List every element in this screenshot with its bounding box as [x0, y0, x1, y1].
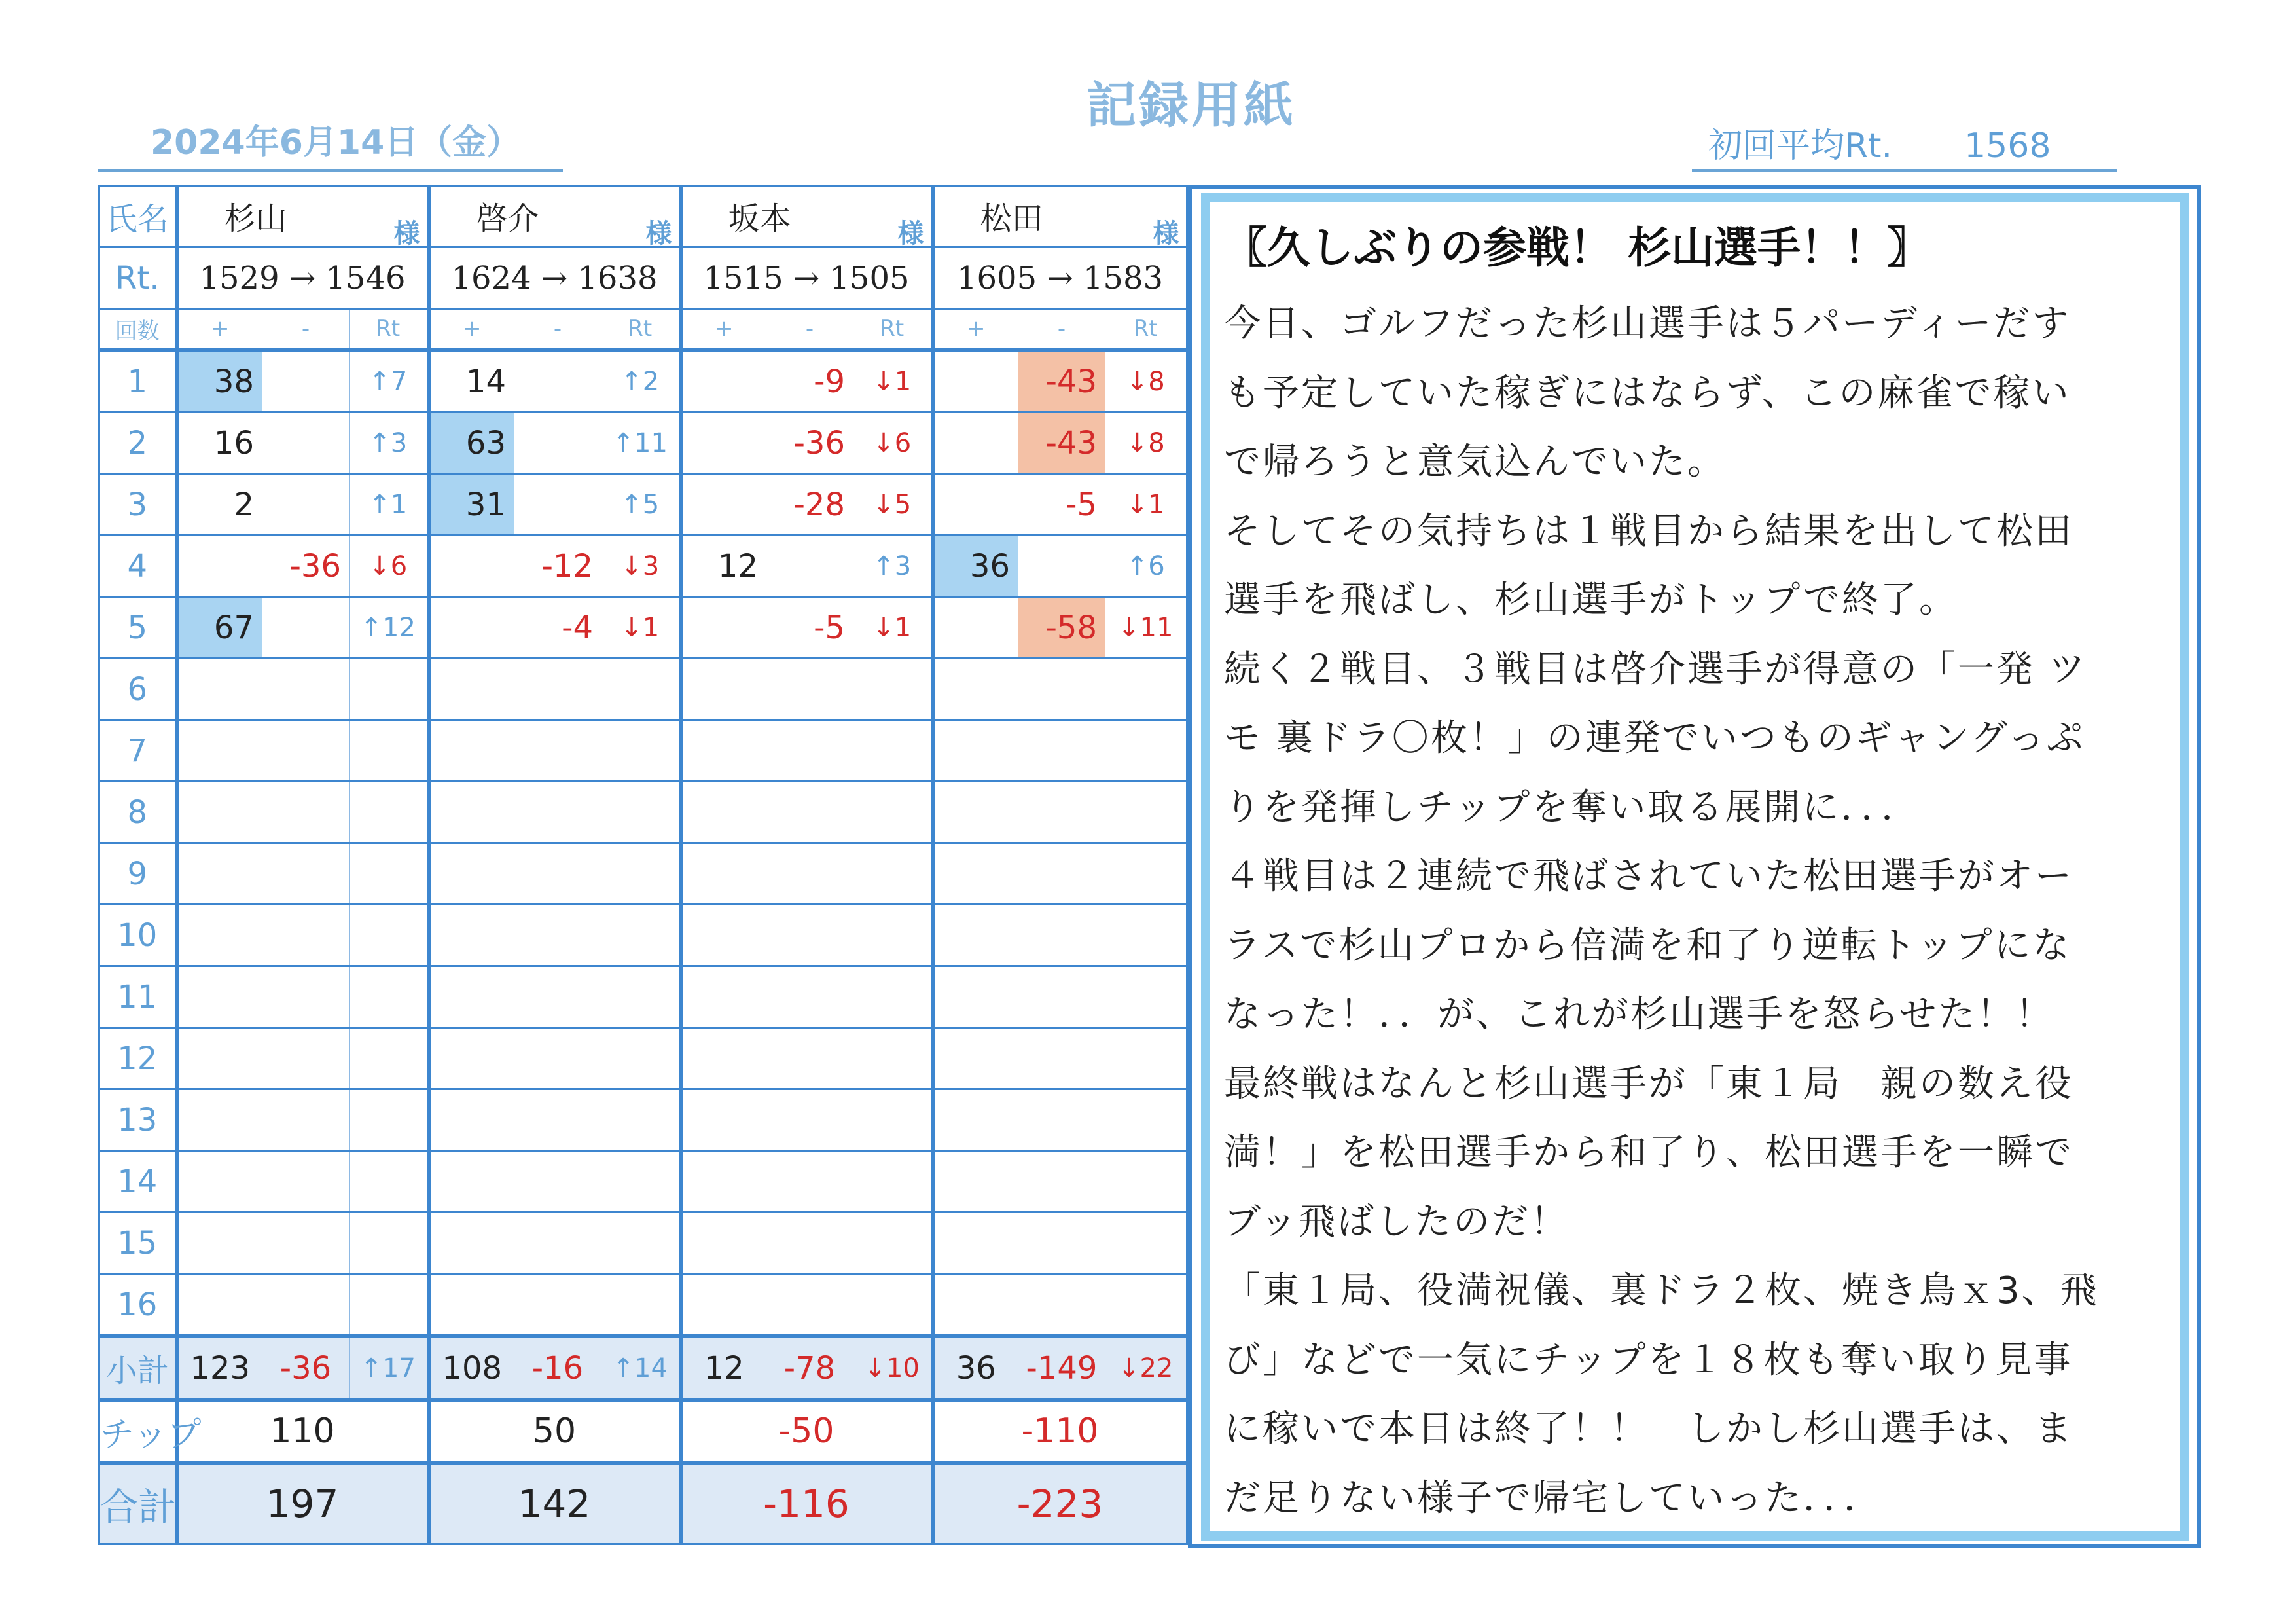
score-minus — [262, 1028, 350, 1089]
rating-change: ↑6 — [1105, 536, 1188, 597]
rating-change — [853, 843, 933, 905]
rating-change — [1105, 1089, 1188, 1151]
score-plus — [681, 966, 766, 1028]
subtotal-rating: ↓10 — [853, 1336, 933, 1400]
rating-change — [853, 966, 933, 1028]
honorific: 様 — [393, 219, 420, 249]
label-subtotal: 小計 — [99, 1336, 177, 1400]
story-line: に稼いで本日は終了！！ しかし杉山選手は、ま — [1224, 1408, 2073, 1450]
score-plus — [177, 905, 262, 966]
score-table — [98, 185, 1190, 1545]
score-plus — [681, 1213, 766, 1274]
story-line: モ 裏ドラ〇枚！」の連発でいつものギャングっぷ — [1224, 717, 2085, 759]
score-plus — [429, 843, 514, 905]
score-minus — [1018, 966, 1105, 1028]
score-minus — [766, 782, 853, 843]
page-title: 記録用紙 — [1086, 76, 1296, 134]
subtotal-minus: -149 — [1018, 1336, 1105, 1400]
rating-change — [601, 782, 681, 843]
rating-change — [601, 1089, 681, 1151]
rating-change — [601, 1274, 681, 1337]
round-number: 10 — [99, 905, 177, 966]
rating-change — [853, 1089, 933, 1151]
rating-change — [601, 720, 681, 782]
score-minus — [514, 1028, 601, 1089]
rating-change: ↑7 — [350, 350, 429, 412]
average-rating-label: 初回平均Rt. — [1708, 126, 1893, 166]
rating-change: ↑3 — [350, 412, 429, 474]
score-plus — [681, 720, 766, 782]
rating-change: ↓11 — [1105, 597, 1188, 659]
rating-change — [350, 1151, 429, 1213]
average-rating-value: 1568 — [1964, 126, 2051, 166]
rating-change: ↓1 — [1105, 474, 1188, 536]
story-line: 続く２戦目、３戦目は啓介選手が得意の「一発 ツ — [1224, 647, 2087, 691]
score-plus — [933, 1213, 1018, 1274]
round-number: 2 — [99, 412, 177, 474]
rating-change — [853, 905, 933, 966]
score-plus — [681, 1151, 766, 1213]
story-line: りを発揮しチップを奪い取る展開に．．． — [1224, 786, 1920, 829]
rating-change — [1105, 782, 1188, 843]
label-total: 合計 — [99, 1463, 177, 1544]
rating-change: ↓3 — [601, 536, 681, 597]
story-headline: 〖久しぶりの参戦！ 杉山選手！！〗 — [1224, 223, 1930, 273]
score-plus — [681, 659, 766, 720]
score-minus — [514, 1274, 601, 1337]
story-line: ラスで杉山プロから倍満を和了り逆転トップにな — [1224, 924, 2072, 967]
score-minus — [262, 843, 350, 905]
score-plus — [933, 597, 1018, 659]
rating-change: ↑2 — [601, 350, 681, 412]
round-number: 6 — [99, 659, 177, 720]
score-minus — [766, 1028, 853, 1089]
score-minus — [766, 1151, 853, 1213]
score-plus — [177, 1151, 262, 1213]
subtotal-plus: 36 — [933, 1336, 1018, 1400]
average-rating — [1708, 118, 2051, 167]
score-minus — [514, 1213, 601, 1274]
score-minus — [1018, 843, 1105, 905]
score-minus — [262, 1151, 350, 1213]
score-minus: -9 — [766, 350, 853, 412]
rating-change — [1105, 1028, 1188, 1089]
score-minus — [262, 659, 350, 720]
score-plus — [429, 659, 514, 720]
rating-change: ↓6 — [853, 412, 933, 474]
score-minus — [514, 350, 601, 412]
score-minus — [262, 412, 350, 474]
chip-value: 50 — [429, 1400, 681, 1463]
rating-change — [601, 659, 681, 720]
score-plus — [681, 1274, 766, 1337]
score-minus — [1018, 536, 1105, 597]
rating-change: ↓5 — [853, 474, 933, 536]
score-minus: -28 — [766, 474, 853, 536]
col-head-plus: + — [681, 309, 766, 350]
score-plus: 16 — [177, 412, 262, 474]
col-head-plus: + — [177, 309, 262, 350]
score-plus — [429, 536, 514, 597]
score-plus — [429, 1089, 514, 1151]
score-minus — [766, 659, 853, 720]
score-plus: 31 — [429, 474, 514, 536]
rating-underline — [1692, 169, 2117, 172]
score-plus — [933, 966, 1018, 1028]
label-chip: チップ — [99, 1400, 177, 1463]
score-plus: 67 — [177, 597, 262, 659]
chip-value: -50 — [681, 1400, 933, 1463]
rating-change — [1105, 966, 1188, 1028]
rating-change — [350, 659, 429, 720]
story-line: 選手を飛ばし、杉山選手がトップで終了。 — [1224, 579, 1958, 621]
col-head-minus: - — [1018, 309, 1105, 350]
subtotal-plus: 12 — [681, 1336, 766, 1400]
rating-change — [601, 1028, 681, 1089]
score-plus — [681, 1028, 766, 1089]
score-minus — [766, 905, 853, 966]
total-value: 197 — [177, 1463, 429, 1544]
score-plus — [933, 412, 1018, 474]
rating-change — [853, 1028, 933, 1089]
round-number: 1 — [99, 350, 177, 412]
round-number: 9 — [99, 843, 177, 905]
score-plus — [177, 536, 262, 597]
score-minus — [262, 720, 350, 782]
score-minus — [766, 536, 853, 597]
col-head-rt: Rt — [350, 309, 429, 350]
score-plus — [933, 1089, 1018, 1151]
score-plus — [681, 350, 766, 412]
score-plus: 14 — [429, 350, 514, 412]
player-rating: 1605 → 1583 — [933, 247, 1188, 309]
score-minus — [514, 966, 601, 1028]
round-number: 4 — [99, 536, 177, 597]
score-plus — [429, 966, 514, 1028]
score-minus — [514, 659, 601, 720]
score-minus — [766, 843, 853, 905]
story-line: 最終戦はなんと杉山選手が「東１局 親の数え役 — [1224, 1062, 2073, 1105]
round-number: 3 — [99, 474, 177, 536]
col-head-rt: Rt — [853, 309, 933, 350]
subtotal-rating: ↑17 — [350, 1336, 429, 1400]
story-line: 今日、ゴルフだった杉山選手は５パーディーだす — [1224, 302, 2071, 345]
score-plus — [177, 1089, 262, 1151]
rating-change — [853, 1151, 933, 1213]
rating-change: ↑11 — [601, 412, 681, 474]
score-plus — [681, 843, 766, 905]
rating-change — [1105, 843, 1188, 905]
score-minus: -36 — [766, 412, 853, 474]
score-plus — [429, 1274, 514, 1337]
rating-change — [350, 1213, 429, 1274]
player-name: 杉山 — [224, 200, 287, 237]
story-line: で帰ろうと意気込んでいた。 — [1224, 441, 1726, 483]
score-minus — [766, 720, 853, 782]
story-line: ブッ飛ばしたのだ！ — [1224, 1200, 1570, 1243]
score-plus: 38 — [177, 350, 262, 412]
rating-change — [1105, 659, 1188, 720]
player-name: 啓介 — [476, 200, 539, 237]
score-minus: -43 — [1018, 350, 1105, 412]
score-plus — [933, 720, 1018, 782]
col-head-plus: + — [933, 309, 1018, 350]
subtotal-plus: 108 — [429, 1336, 514, 1400]
col-head-minus: - — [514, 309, 601, 350]
score-minus — [262, 1213, 350, 1274]
player-name-cell — [177, 186, 429, 247]
score-plus — [177, 659, 262, 720]
rating-change — [853, 1274, 933, 1337]
col-head-minus: - — [766, 309, 853, 350]
rating-change — [1105, 1274, 1188, 1337]
story-line: び」などで一気にチップを１８枚も奪い取り見事 — [1224, 1338, 2073, 1381]
date-underline — [98, 169, 563, 172]
score-plus — [177, 720, 262, 782]
score-plus — [933, 843, 1018, 905]
player-name-cell — [933, 186, 1188, 247]
score-plus — [429, 1028, 514, 1089]
score-plus — [681, 474, 766, 536]
score-minus — [514, 412, 601, 474]
story-line: そしてその気持ちは１戦目から結果を出して松田 — [1224, 509, 2073, 553]
rating-change — [853, 1213, 933, 1274]
honorific: 様 — [897, 219, 924, 249]
rating-change: ↓1 — [853, 350, 933, 412]
rating-change: ↓8 — [1105, 412, 1188, 474]
score-plus — [681, 597, 766, 659]
total-value: 142 — [429, 1463, 681, 1544]
record-date: 2024年6月14日（金） — [151, 123, 521, 162]
rating-change — [853, 720, 933, 782]
rating-change — [1105, 1213, 1188, 1274]
player-rating: 1624 → 1638 — [429, 247, 681, 309]
rating-change — [350, 966, 429, 1028]
score-minus — [514, 474, 601, 536]
story-line: 満！」を松田選手から和了り、松田選手を一瞬で — [1224, 1131, 2073, 1174]
score-plus: 36 — [933, 536, 1018, 597]
rating-change — [350, 720, 429, 782]
score-plus — [681, 1089, 766, 1151]
score-plus — [429, 1151, 514, 1213]
story-line: だ足りない様子で帰宅していった．．． — [1224, 1476, 1882, 1520]
round-number: 7 — [99, 720, 177, 782]
story-line: ４戦目は２連続で飛ばされていた松田選手がオー — [1224, 855, 2073, 898]
rating-change — [601, 1151, 681, 1213]
rating-change — [601, 966, 681, 1028]
score-plus — [177, 966, 262, 1028]
score-plus: 2 — [177, 474, 262, 536]
score-minus — [1018, 659, 1105, 720]
rating-change: ↑12 — [350, 597, 429, 659]
player-rating: 1529 → 1546 — [177, 247, 429, 309]
score-minus — [514, 720, 601, 782]
col-head-rt: Rt — [601, 309, 681, 350]
label-name: 氏名 — [99, 186, 177, 247]
rating-change — [350, 1274, 429, 1337]
score-minus: -58 — [1018, 597, 1105, 659]
rating-change — [853, 659, 933, 720]
col-head-minus: - — [262, 309, 350, 350]
rating-change — [1105, 720, 1188, 782]
subtotal-minus: -36 — [262, 1336, 350, 1400]
total-value: -223 — [933, 1463, 1188, 1544]
score-minus: -36 — [262, 536, 350, 597]
score-minus: -5 — [766, 597, 853, 659]
score-plus: 63 — [429, 412, 514, 474]
story-line: 「東１局、役満祝儀、裏ドラ２枚、焼き鳥ｘ3、飛 — [1224, 1269, 2099, 1312]
rating-change: ↓6 — [350, 536, 429, 597]
rating-change — [1105, 1151, 1188, 1213]
label-rt: Rt. — [99, 247, 177, 309]
score-plus — [177, 843, 262, 905]
score-minus — [514, 1089, 601, 1151]
score-minus: -4 — [514, 597, 601, 659]
col-head-plus: + — [429, 309, 514, 350]
rating-change: ↑3 — [853, 536, 933, 597]
score-plus — [933, 905, 1018, 966]
score-plus — [681, 782, 766, 843]
story-line: なった！．．が、これが杉山選手を怒らせた！！ — [1224, 993, 2054, 1036]
round-number: 13 — [99, 1089, 177, 1151]
player-rating: 1515 → 1505 — [681, 247, 933, 309]
score-minus — [514, 782, 601, 843]
score-minus — [1018, 1274, 1105, 1337]
rating-change — [853, 782, 933, 843]
score-plus — [933, 350, 1018, 412]
score-plus — [177, 1028, 262, 1089]
score-minus — [766, 1274, 853, 1337]
score-plus — [429, 782, 514, 843]
chip-value: 110 — [177, 1400, 429, 1463]
score-plus — [429, 1213, 514, 1274]
subtotal-plus: 123 — [177, 1336, 262, 1400]
round-number: 11 — [99, 966, 177, 1028]
score-plus — [933, 1028, 1018, 1089]
chip-value: -110 — [933, 1400, 1188, 1463]
round-number: 8 — [99, 782, 177, 843]
rating-change — [601, 843, 681, 905]
rating-change: ↓1 — [853, 597, 933, 659]
rating-change: ↑1 — [350, 474, 429, 536]
col-head-rt: Rt — [1105, 309, 1188, 350]
score-minus — [514, 905, 601, 966]
honorific: 様 — [1153, 219, 1179, 249]
rating-change — [350, 782, 429, 843]
score-minus — [262, 966, 350, 1028]
score-minus — [514, 843, 601, 905]
score-minus — [1018, 1089, 1105, 1151]
score-minus: -43 — [1018, 412, 1105, 474]
score-plus — [933, 782, 1018, 843]
round-number: 14 — [99, 1151, 177, 1213]
score-plus — [933, 659, 1018, 720]
player-name-cell — [429, 186, 681, 247]
score-minus — [262, 474, 350, 536]
score-minus — [262, 782, 350, 843]
score-plus — [429, 720, 514, 782]
rating-change — [601, 905, 681, 966]
round-number: 5 — [99, 597, 177, 659]
score-plus — [933, 1151, 1018, 1213]
score-plus — [681, 412, 766, 474]
total-value: -116 — [681, 1463, 933, 1544]
rating-change — [350, 1089, 429, 1151]
rating-change: ↓8 — [1105, 350, 1188, 412]
score-minus — [1018, 782, 1105, 843]
score-minus — [1018, 720, 1105, 782]
honorific: 様 — [645, 219, 672, 249]
score-plus — [933, 474, 1018, 536]
score-plus: 12 — [681, 536, 766, 597]
rating-change — [350, 843, 429, 905]
score-minus — [262, 1274, 350, 1337]
rating-change — [601, 1213, 681, 1274]
player-name: 坂本 — [728, 200, 791, 237]
rating-change: ↑5 — [601, 474, 681, 536]
score-minus — [262, 905, 350, 966]
score-minus — [766, 1089, 853, 1151]
score-minus — [766, 1213, 853, 1274]
score-minus — [766, 966, 853, 1028]
score-minus — [1018, 905, 1105, 966]
subtotal-rating: ↑14 — [601, 1336, 681, 1400]
score-plus — [933, 1274, 1018, 1337]
subtotal-rating: ↓22 — [1105, 1336, 1188, 1400]
rating-change — [350, 905, 429, 966]
score-minus — [1018, 1151, 1105, 1213]
player-name-cell — [681, 186, 933, 247]
score-plus — [177, 782, 262, 843]
score-minus: -12 — [514, 536, 601, 597]
score-minus — [262, 1089, 350, 1151]
score-plus — [429, 597, 514, 659]
round-number: 12 — [99, 1028, 177, 1089]
subtotal-minus: -78 — [766, 1336, 853, 1400]
score-minus — [514, 1151, 601, 1213]
round-number: 15 — [99, 1213, 177, 1274]
score-minus: -5 — [1018, 474, 1105, 536]
score-minus — [1018, 1028, 1105, 1089]
score-minus — [262, 597, 350, 659]
label-round: 回数 — [99, 309, 177, 350]
rating-change: ↓1 — [601, 597, 681, 659]
score-plus — [429, 905, 514, 966]
subtotal-minus: -16 — [514, 1336, 601, 1400]
story-line: も予定していた稼ぎにはならず、この麻雀で稼い — [1224, 371, 2071, 414]
rating-change — [350, 1028, 429, 1089]
rating-change — [1105, 905, 1188, 966]
score-minus — [262, 350, 350, 412]
score-minus — [1018, 1213, 1105, 1274]
score-plus — [177, 1274, 262, 1337]
score-plus — [681, 905, 766, 966]
score-plus — [177, 1213, 262, 1274]
player-name: 松田 — [980, 200, 1043, 237]
round-number: 16 — [99, 1274, 177, 1337]
